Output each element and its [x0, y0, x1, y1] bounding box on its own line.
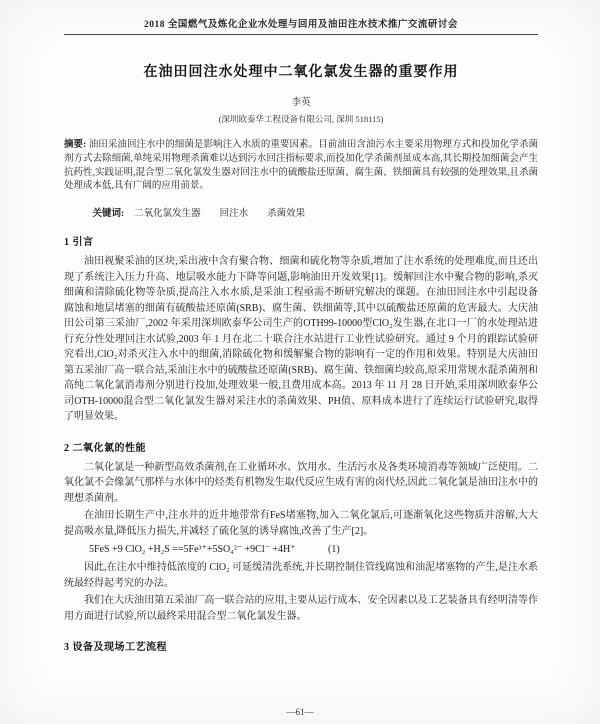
abstract-text: 油田采油回注水中的细菌是影响注入水质的重要因素。目前油田含油污水主要采用物理方式和投加化学杀菌剂方式去除细菌,单纯采用物理杀菌难以达到污水回注指标要求,而投加化学杀菌剂虽成本高,其长期投加细菌会产生抗药性,实践证明,混合型二氧化氯发生器对回注水中的硫酸盐还原菌、腐生菌、铁细菌具有较强的处理效果,且杀菌处理成本低,具有广阔的应用前景。: [64, 140, 538, 192]
section-heading-properties: 2 二氧化氯的性能: [64, 442, 146, 454]
chemical-equation: [64, 544, 538, 555]
section-heading-equipment: 3 设备及现场工艺流程: [64, 642, 167, 654]
keywords-text: 二氧化氯发生器 回注水 杀菌效果: [134, 209, 306, 220]
properties-paragraph-2: 在油田长期生产中,注水井的近井地带常有FeS堵塞物,加入二氧化氯后,可逐渐氧化这些物质并溶解,大大提高吸水量,降低压力损失,并减轻了硫化氢的诱导腐蚀,改善了生产[2]。: [64, 510, 538, 537]
page-number: —61—: [286, 707, 314, 717]
section-heading-introduction: 1 引言: [64, 237, 94, 249]
abstract-block: [64, 139, 538, 194]
properties-paragraph-4: 我们在大庆油田第五采油厂高一联合站的应用,主要从运行成本、安全因素以及工艺装备具有经明清等作用方面进行试验,所以最终采用混合型二氧化氯发生器。: [64, 595, 538, 622]
abstract-label: 摘要:: [64, 140, 87, 150]
intro-paragraph: 油田视聚采油的区块,采出液中含有聚合物、细菌和硫化物等杂质,增加了注水系统的处理难度,而且还出现了系统注入压力升高、地层吸水能力下降等问题,影响油田开发效果[1]。缓解回注水中聚合物的影响,杀灭细菌和清除硫化物等杂质,提高注入水水质,是采油工程亟需不断研究解决的课题。在油田回注水中引起设备腐蚀和地层堵塞的细菌有硫酸盐还原菌(SRB)、腐生菌、铁细菌等,其中以硫酸盐还原菌的危害最大。大庆油田公司第三采油厂,2002 年采用深圳欧泰华公司生产的OTH99-10000型ClO₂发生器,在北口一厂的水处理站进行充分性处理回注水试验,2003 年 1 月在北二十联合注水站进行工业性试验研究。通过 9 个月的跟踪试验研究看出,ClO₂对杀灭注入水中的细菌,消除硫化物和缓解聚合物的影响有一定的作用和效果。特别是大庆油田第五采油厂高一联合站,采油注水中的硫酸盐还原菌(SRB)、腐生菌、铁细菌均较高,原采用常规水混杀菌剂和高纯二氧化氯消毒剂分别进行投加,处理效果一般,且费用成本高。2013 年 11 月 28 日开始,采用深圳欧泰华公司OTH-10000混合型二氧化氯发生器对采注水的杀菌效果、PH值、原料成本进行了连续运行试验研究,取得了明显效果。: [64, 256, 538, 423]
equation-number: (1): [328, 544, 340, 556]
author-name: 李英: [291, 98, 311, 108]
properties-paragraph-3: 因此,在注水中维持低浓度的 ClO₂ 可延缓清洗系统,并长期控制住管线腐蚀和油泥堵塞物的产生,是注水系统最经得起考究的办法。: [64, 562, 538, 589]
author-affiliation: (深圳欧泰华工程设备有限公司, 深圳 518115): [218, 114, 384, 124]
keywords-label: 关键词:: [92, 209, 125, 220]
paper-title: 在油田回注水处理中二氧化氯发生器的重要作用: [143, 65, 459, 80]
conference-header: 2018 全国燃气及炼化企业水处理与回用及油田注水技术推广交流研讨会: [64, 16, 538, 35]
keywords-block: [64, 205, 538, 219]
properties-paragraph-1: 二氧化氯是一种新型高效杀菌剂,在工业循环水、饮用水、生活污水及各类环境消毒等领域广泛使用。二氧化氯不会像氯气那样与水体中的烃类有机物发生取代反应生成有害的卤代烃,因此二氧化氯是油田注水中的理想杀菌剂。: [64, 461, 538, 504]
equation-text: 5FeS +9 ClO₂ +H₂S ==5Fe³⁺+5SO₄²⁻ +9Cl⁻ +4H⁺: [89, 544, 296, 556]
